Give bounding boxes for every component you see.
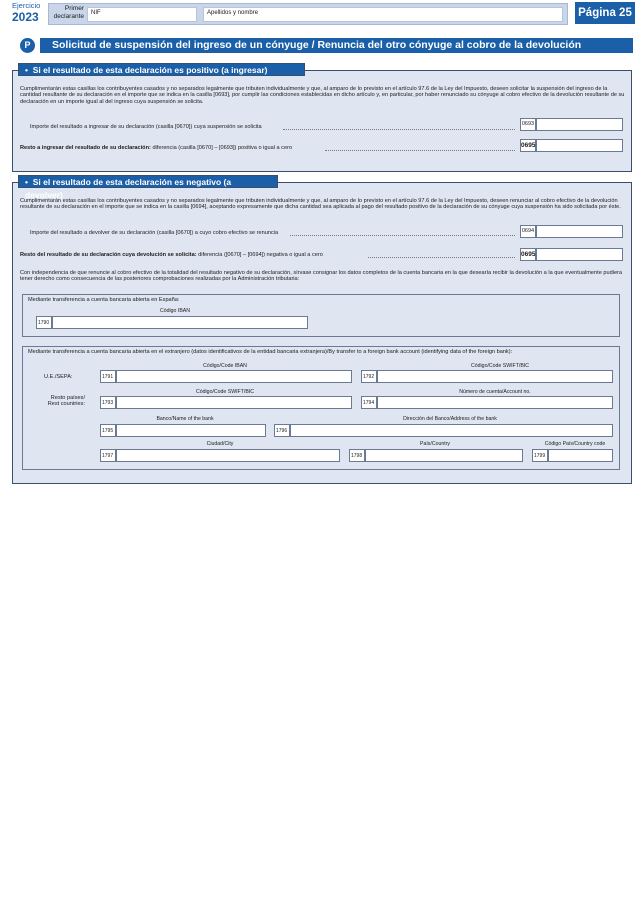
foreign-title: Mediante transferencia a cuenta bancaria abierta en el extranjero (datos identificativos de la entidad bancaria extranjera)/By transfer to a foreign bank account (identifying data of the foreign bank): <box>28 349 513 355</box>
negative-intro: Cumplimentarán estas casillas los contribuyentes casados y no separados legalmente que tributen individualmente y que, al amparo de lo previsto en el artículo 97.6 de la Ley del Impuesto, deseen renunciar al cobro efectivo de la devolución resultante de su declaración en el importe que se indica en la casilla [0694], aceptando expresamente que dicha cantidad sea aplicada al pago del resultado positivo de la declaración de su cónyuge cuya suspensión ha sido solicitada por éste. <box>20 198 621 211</box>
code-1796: 1796 <box>274 424 290 437</box>
iban-label: Código/Code IBAN <box>203 363 247 369</box>
ejercicio-label: Ejercicio <box>12 1 41 10</box>
foreign-country-code-input[interactable] <box>548 449 613 462</box>
rest-countries-label <box>40 395 85 408</box>
code-1790: 1790 <box>36 316 52 329</box>
negative-line2-rest: diferencia ([0670] – [0694]) negativa o igual a cero <box>198 252 323 258</box>
swift-label-rest: Código/Code SWIFT/BIC <box>196 389 254 395</box>
country-label: País/Country <box>420 441 450 447</box>
dots <box>290 235 515 236</box>
foreign-bank-address-input[interactable] <box>290 424 613 437</box>
negative-line2-bold: Resto del resultado de su declaración cuya devolución se solicita: <box>20 252 197 258</box>
name-label: Apellidos y nombre <box>207 10 259 16</box>
code-1797: 1797 <box>100 449 116 462</box>
code-1793: 1793 <box>100 396 116 409</box>
foreign-country-input[interactable] <box>365 449 523 462</box>
code-1794: 1794 <box>361 396 377 409</box>
foreign-account-input[interactable] <box>377 396 613 409</box>
positive-intro: Cumplimentarán estas casillas los contribuyentes casados y no separados legalmente que tributen individualmente y que, al amparo de lo previsto en el artículo 97.6 de la Ley del Impuesto, deseen solicitar la suspensión del ingreso de la cantidad resultante de su declaración en el importe que se indica en la casilla [0693], por cumplir las condiciones establecidas en dicho artículo y, en particular, por haber renunciado su cónyuge al cobro efectivo de la devolución resultante de su declaración en un importe igual al del ingreso cuya suspensión se solicita. <box>20 86 625 105</box>
page-header <box>0 0 643 28</box>
code-1791: 1791 <box>100 370 116 383</box>
account-label: Número de cuenta/Account no. <box>459 389 531 395</box>
positive-tag-text: Si el resultado de esta declaración es positivo (a ingresar) <box>32 65 268 75</box>
foreign-swift-ue-input[interactable] <box>377 370 613 383</box>
nif-label: NIF <box>91 10 101 16</box>
positive-line1-label: Importe del resultado a ingresar de su declaración (casilla [0670]) cuya suspensión se solicita <box>30 124 262 130</box>
spain-title: Mediante transferencia a cuenta bancaria abierta en España: <box>28 297 180 303</box>
code-0693: 0693 <box>520 118 536 131</box>
positive-line2 <box>20 145 292 151</box>
negative-line1-label: Importe del resultado a devolver de su declaración (casilla [0670]) a cuyo cobro efectivo se renuncia <box>30 230 279 236</box>
foreign-bank-name-input[interactable] <box>116 424 266 437</box>
foreign-iban-input[interactable] <box>116 370 352 383</box>
ejercicio-year: 2023 <box>12 10 39 24</box>
positive-line2-rest: diferencia (casilla [0670] – [0693]) positiva o igual a cero <box>152 145 293 151</box>
bank-name-label: Banco/Name of the bank <box>156 416 214 422</box>
spain-iban-input[interactable] <box>52 316 308 329</box>
rest-label-1: Resto países/ <box>50 395 85 401</box>
dots <box>368 257 515 258</box>
spain-iban-label: Código IBAN <box>160 308 190 314</box>
amount-0695-positive-input[interactable] <box>536 139 623 152</box>
bank-address-label: Dirección del Banco/Address of the bank <box>403 416 497 422</box>
dots <box>283 129 515 130</box>
negative-tag: • Si el resultado de esta declaración es negativo (a devolver) <box>18 175 278 188</box>
dots <box>325 150 515 151</box>
foreign-swift-rest-input[interactable] <box>116 396 352 409</box>
section-badge: P <box>20 38 35 53</box>
ue-sepa-label: U.E./SEPA: <box>44 374 73 380</box>
name-field[interactable] <box>203 7 563 22</box>
page-number: Página 25 <box>575 2 635 24</box>
code-0695-negative: 0695 <box>520 248 536 261</box>
nif-field[interactable] <box>87 7 197 22</box>
code-1799: 1799 <box>532 449 548 462</box>
code-1795: 1795 <box>100 424 116 437</box>
primer-declarante-label: Primer declarante <box>53 5 84 20</box>
negative-line2 <box>20 252 323 258</box>
swift-label-ue: Código/Code SWIFT/BIC <box>471 363 529 369</box>
city-label: Ciudad/City <box>206 441 234 447</box>
section-title: Solicitud de suspensión del ingreso de un cónyuge / Renuncia del otro cónyuge al cobro de la devolución <box>40 38 633 53</box>
rest-label-2: Rest countries: <box>47 401 85 408</box>
amount-0693-input[interactable] <box>536 118 623 131</box>
code-0694: 0694 <box>520 225 536 238</box>
code-1798: 1798 <box>349 449 365 462</box>
positive-line2-bold: Resto a ingresar del resultado de su declaración: <box>20 145 151 151</box>
code-1792: 1792 <box>361 370 377 383</box>
amount-0694-input[interactable] <box>536 225 623 238</box>
amount-0695-negative-input[interactable] <box>536 248 623 261</box>
bank-note: Con independencia de que renuncie al cobro efectivo de la totalidad del resultado negativo de su declaración, sírvase consignar los datos completos de la cuenta bancaria en la que desearía recibir la devolución a la que eventualmente pudiera tener derecho como consecuencia de las posteriores comprobaciones realizadas por la Administración tributaria: <box>20 270 623 283</box>
foreign-city-input[interactable] <box>116 449 340 462</box>
code-0695-positive: 0695 <box>520 139 536 152</box>
positive-tag: • Si el resultado de esta declaración es positivo (a ingresar) <box>18 63 305 76</box>
negative-tag-text: Si el resultado de esta declaración es negativo (a devolver) <box>25 177 232 200</box>
country-code-label: Código País/Country code <box>544 441 606 447</box>
